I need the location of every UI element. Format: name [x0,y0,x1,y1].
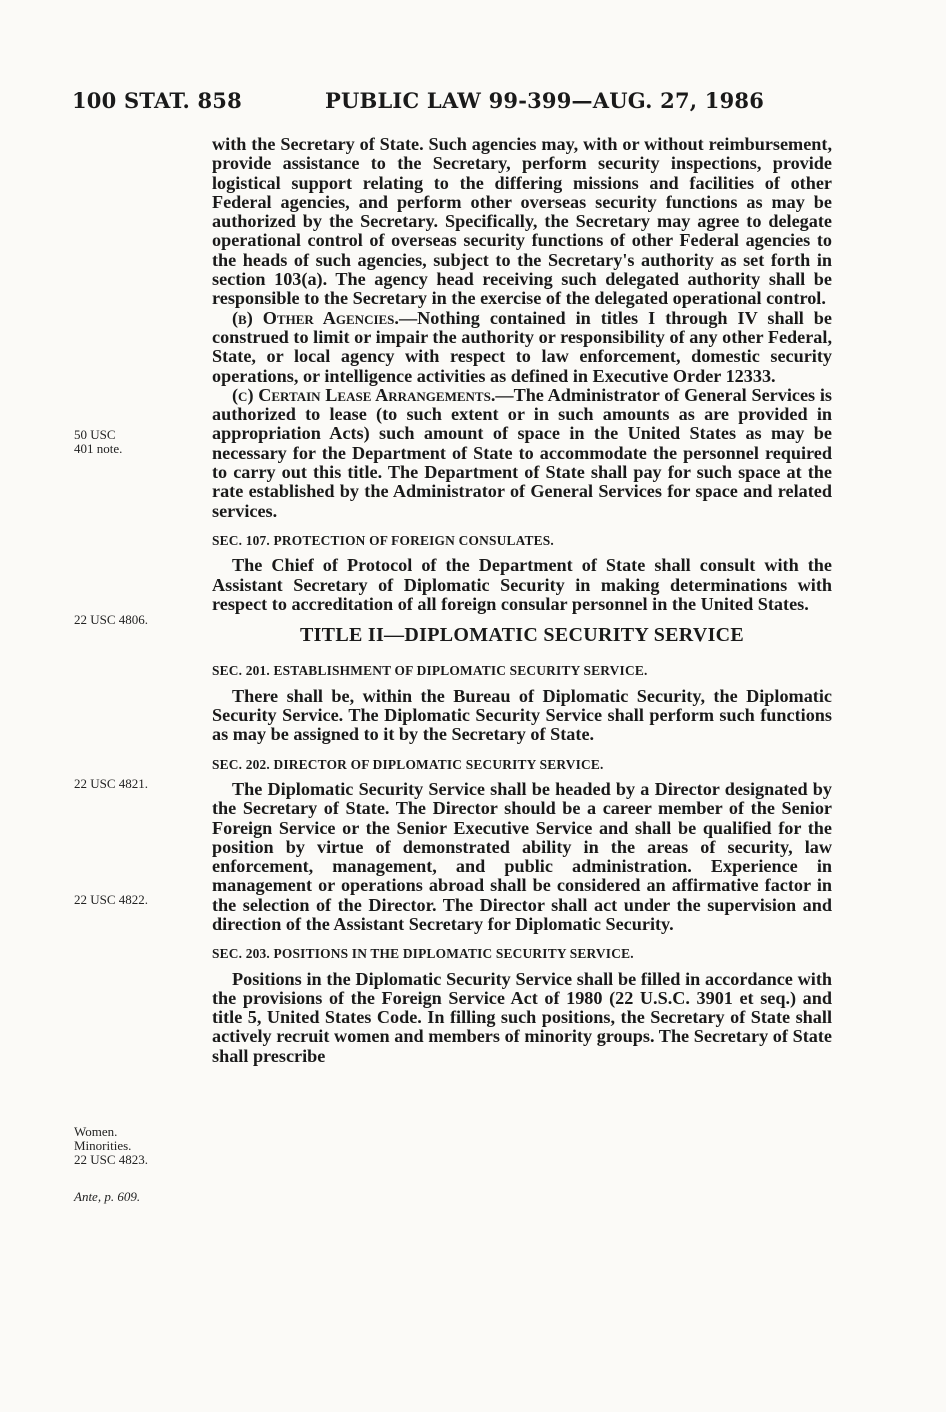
margin-note-4822: 22 USC 4822. [74,892,149,907]
section-202-text: The Diplomatic Security Service shall be headed by a Director designated by the Secretary of State. The Director should be a career member of the Senior Foreign Service or the Senior Executive Service and shall be qualified for the position by virtue of demonstrated ability in the areas of security, law enforcement, management, and public administration. Experience in management or operations abroad shall be considered an affirmative factor in the selection of the Director. The Director shall act under the supervision and direction of the Assistant Secretary for Diplomatic Security. [212,778,832,934]
margin-note-line: 50 USC [74,427,116,442]
page-header [0,88,946,118]
title-ii-heading: TITLE II—DIPLOMATIC SECURITY SERVICE [299,624,745,647]
margin-note-4823 [74,1125,148,1167]
section-203-heading: SEC. 203. POSITIONS IN THE DIPLOMATIC SECURITY SERVICE. [212,946,634,962]
margin-note-50-usc [74,428,122,456]
section-202-heading: SEC. 202. DIRECTOR OF DIPLOMATIC SECURITY SERVICE. [212,756,604,772]
running-title: PUBLIC LAW 99-399—AUG. 27, 1986 [325,88,765,113]
section-201-heading: SEC. 201. ESTABLISHMENT OF DIPLOMATIC SECURITY SERVICE. [212,663,648,679]
margin-note-ante: Ante, p. 609. [74,1189,141,1204]
subsection-b-label: (b) Other Agencies. [232,307,399,328]
margin-note-line: 401 note. [74,441,123,456]
subsection-c-text: —The Administrator of General Services is authorized to lease (to such extent or in such amounts as are provided in appropriation Acts) such amount of space in the United States as may be necessary for the Department of State to accommodate the personnel required to carry out this title. The Department of State shall pay for such space at the rate established by the Administrator of General Services for space and related services. [212,384,832,521]
body-text [212,135,832,1066]
subsection-b [212,309,832,386]
subsection-c [212,386,832,521]
section-107-text: The Chief of Protocol of the Department of State shall consult with the Assistant Secretary of Diplomatic Security in making determinations with respect to accreditation of all foreign consular personnel in the United States. [212,555,832,614]
subsection-b-text: —Nothing contained in titles I through IV shall be construed to limit or impair the authority or responsibility of any other Federal, State, or local agency with respect to law enforcement, domestic security operations, or intelligence activities as defined in Executive Order 12333. [212,307,832,386]
margin-note-line: Women. [74,1124,118,1139]
section-201-text: There shall be, within the Bureau of Diplomatic Security, the Diplomatic Security Service. The Diplomatic Security Service shall perform such functions as may be assigned to it by the Secretary of State. [212,685,832,745]
section-203-text: Positions in the Diplomatic Security Service shall be filled in accordance with the provisions of the Foreign Service Act of 1980 (22 U.S.C. 3901 et seq.) and title 5, United States Code. In filling such positions, the Secretary of State shall actively recruit women and members of minority groups. The Secretary of State shall prescribe [212,968,832,1066]
margin-note-line: Minorities. [74,1138,132,1153]
subsection-c-label: (c) Certain Lease Arrangements. [232,384,496,405]
margin-note-line: 22 USC 4823. [74,1152,149,1167]
margin-note-4821: 22 USC 4821. [74,776,149,791]
continuation-paragraph: with the Secretary of State. Such agencies may, with or without reimbursement, provide assistance to the Secretary, perform security inspections, provide logistical support relating to the differing missions and facilities of other Federal agencies, and perform other overseas security functions as may be authorized by the Secretary. Specifically, the Secretary may agree to delegate operational control of overseas security functions of other Federal agencies to the heads of such agencies, subject to the Secretary's authority as set forth in section 103(a). The agency head receiving such delegated authority shall be responsible to the Secretary in the exercise of the delegated operational control. [212,134,832,309]
section-107-heading: SEC. 107. PROTECTION OF FOREIGN CONSULATES. [212,532,554,548]
stat-reference: 100 STAT. 858 [72,88,242,113]
margin-note-4806: 22 USC 4806. [74,612,149,627]
